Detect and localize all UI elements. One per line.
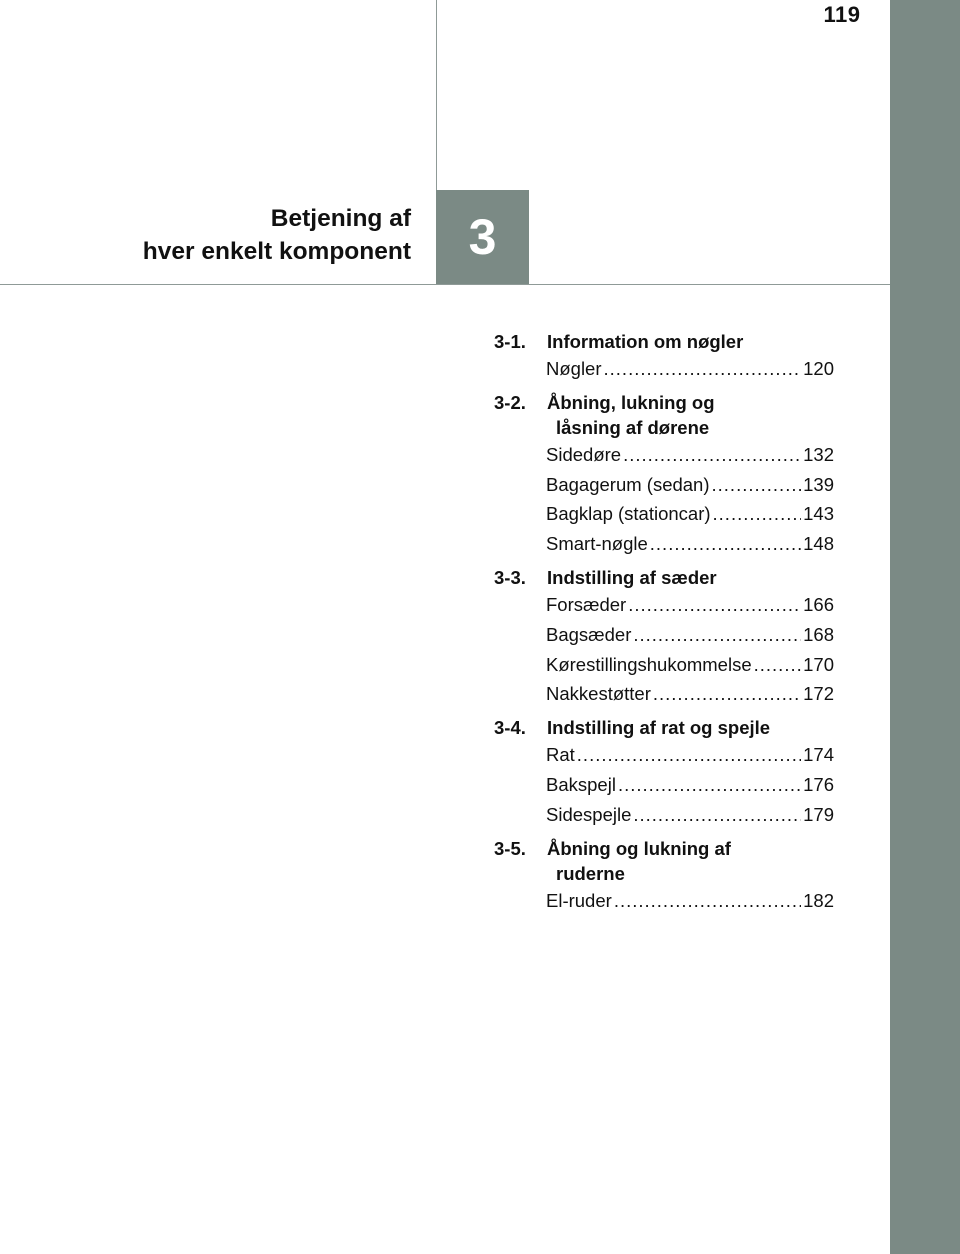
entry-label: Bagsæder xyxy=(546,623,632,645)
entry-label: Forsæder xyxy=(546,593,627,615)
leader-dots xyxy=(633,620,801,650)
section-title[interactable] xyxy=(547,836,834,886)
leader-dots xyxy=(712,470,802,500)
leader-dots xyxy=(577,740,801,770)
entry-page: 170 xyxy=(803,653,834,675)
leader-dots xyxy=(604,354,802,384)
section-number: 3-3. xyxy=(494,566,526,588)
entry-label: Rat xyxy=(546,744,575,766)
section-title[interactable] xyxy=(547,329,834,354)
horizontal-divider xyxy=(0,284,890,285)
toc-entry[interactable] xyxy=(494,590,834,620)
section-title-line: Åbning, lukning og xyxy=(547,391,715,413)
entry-label: Sidespejle xyxy=(546,803,632,825)
leader-dots xyxy=(650,529,801,559)
toc-entry[interactable] xyxy=(494,679,834,709)
entry-page: 132 xyxy=(803,443,834,465)
section-number: 3-2. xyxy=(494,391,526,413)
entry-label: Bagklap (stationcar) xyxy=(546,503,711,525)
vertical-divider xyxy=(436,0,437,190)
entry-page: 179 xyxy=(803,803,834,825)
section-title[interactable] xyxy=(547,565,834,590)
entry-page: 148 xyxy=(803,533,834,555)
entry-label: El-ruder xyxy=(546,889,612,911)
section-title[interactable] xyxy=(547,390,834,440)
toc-section-3-3 xyxy=(494,565,834,590)
entry-page: 120 xyxy=(803,358,834,379)
toc-section-3-2 xyxy=(494,390,834,440)
entry-label: Nøgler xyxy=(546,358,602,379)
table-of-contents xyxy=(494,329,834,915)
leader-dots xyxy=(633,800,801,830)
entry-label: Kørestillingshukommelse xyxy=(546,653,752,675)
chapter-title xyxy=(0,202,411,268)
toc-entry[interactable] xyxy=(494,620,834,650)
entry-page: 168 xyxy=(803,623,834,645)
chapter-side-band xyxy=(890,0,960,1254)
toc-section-3-4 xyxy=(494,715,834,740)
leader-dots xyxy=(754,650,802,680)
section-title-line: Indstilling af rat og spejle xyxy=(547,717,771,739)
leader-dots xyxy=(653,679,801,709)
leader-dots xyxy=(713,499,802,529)
entry-page: 172 xyxy=(803,683,834,705)
entry-page: 182 xyxy=(803,889,834,911)
entry-page: 176 xyxy=(803,773,834,795)
toc-entry[interactable] xyxy=(494,650,834,680)
section-title-line: Indstilling af sæder xyxy=(547,566,717,588)
section-title-line: ruderne xyxy=(556,862,625,884)
toc-entry[interactable] xyxy=(494,440,834,470)
entry-page: 166 xyxy=(803,593,834,615)
section-title-line: Information om nøgler xyxy=(547,331,744,352)
section-number: 3-4. xyxy=(494,717,526,739)
entry-page: 174 xyxy=(803,744,834,766)
chapter-title-line-1: Betjening af xyxy=(270,205,411,232)
toc-entry[interactable] xyxy=(494,770,834,800)
section-title-line: Åbning og lukning af xyxy=(547,837,731,859)
leader-dots xyxy=(623,440,801,470)
toc-entry[interactable] xyxy=(494,470,834,500)
leader-dots xyxy=(618,770,801,800)
entry-label: Bakspejl xyxy=(546,773,616,795)
entry-page: 139 xyxy=(803,473,834,495)
toc-section-3-1 xyxy=(494,329,834,354)
chapter-title-line-2: hver enkelt komponent xyxy=(142,238,411,265)
section-number: 3-1. xyxy=(494,331,526,352)
entry-page: 143 xyxy=(803,503,834,525)
chapter-number: 3 xyxy=(468,209,497,265)
entry-label: Smart-nøgle xyxy=(546,533,648,555)
toc-entry[interactable] xyxy=(494,800,834,830)
entry-label: Sidedøre xyxy=(546,443,622,465)
leader-dots xyxy=(614,886,801,916)
toc-entry[interactable] xyxy=(494,499,834,529)
toc-entry[interactable] xyxy=(494,354,834,384)
toc-entry[interactable] xyxy=(494,740,834,770)
toc-entry[interactable] xyxy=(494,529,834,559)
entry-label: Bagagerum (sedan) xyxy=(546,473,710,495)
section-number: 3-5. xyxy=(494,837,526,859)
entry-label: Nakkestøtter xyxy=(546,683,651,705)
toc-entry[interactable] xyxy=(494,886,834,916)
page-number: 119 xyxy=(823,2,861,27)
section-title[interactable] xyxy=(547,715,834,740)
chapter-number-box xyxy=(436,190,529,284)
toc-section-3-5 xyxy=(494,836,834,886)
leader-dots xyxy=(628,590,801,620)
section-title-line: låsning af dørene xyxy=(556,416,710,438)
